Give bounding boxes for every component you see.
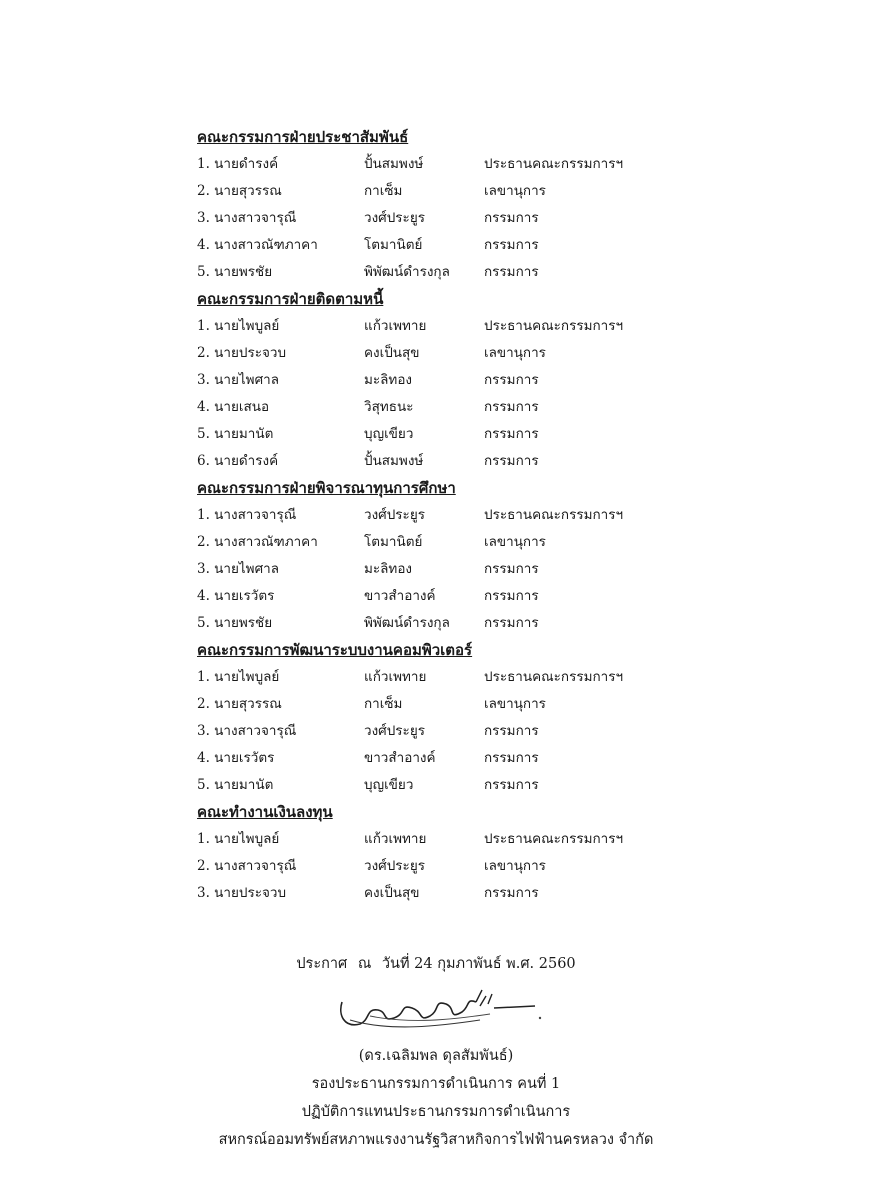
member-surname: ปั้นสมพงษ์ xyxy=(364,453,424,469)
member-surname: พิพัฒน์ดำรงกุล xyxy=(364,264,450,280)
member-surname: วงศ์ประยูร xyxy=(364,210,425,226)
member-row xyxy=(197,151,757,178)
handwritten-signature xyxy=(330,980,550,1040)
member-name: 3. นางสาวจารุณี xyxy=(197,210,297,226)
announcement-line xyxy=(0,950,872,978)
member-name: 1. นายไพบูลย์ xyxy=(197,831,280,847)
member-role: ประธานคณะกรรมการฯ xyxy=(484,156,624,172)
member-surname: บุญเขียว xyxy=(364,426,414,442)
member-row xyxy=(197,691,757,718)
member-row xyxy=(197,178,757,205)
member-surname: แก้วเพทาย xyxy=(364,831,427,847)
member-row xyxy=(197,583,757,610)
member-surname: พิพัฒน์ดำรงกุล xyxy=(364,615,450,631)
member-name: 3. นายประจวบ xyxy=(197,885,287,901)
section-title: คณะกรรมการฝ่ายพิจารณาทุนการศึกษา xyxy=(197,479,456,497)
member-row xyxy=(197,421,757,448)
committee-section xyxy=(197,286,757,475)
announcement-prefix: ประกาศ xyxy=(296,956,348,972)
member-surname: คงเป็นสุข xyxy=(364,345,420,361)
member-surname: ขาวสำอางค์ xyxy=(364,750,436,766)
member-row xyxy=(197,664,757,691)
member-row xyxy=(197,826,757,853)
member-name: 1. นางสาวจารุณี xyxy=(197,507,297,523)
member-name: 4. นายเรวัตร xyxy=(197,750,275,766)
member-role: กรรมการ xyxy=(484,372,539,388)
signatory-name: (ดร.เฉลิมพล ดุลสัมพันธ์) xyxy=(358,1048,514,1064)
member-row xyxy=(197,556,757,583)
member-surname: วงศ์ประยูร xyxy=(364,723,425,739)
member-role: กรรมการ xyxy=(484,588,539,604)
member-surname: กาเซ็ม xyxy=(364,696,403,712)
member-row xyxy=(197,610,757,637)
member-row xyxy=(197,205,757,232)
member-role: กรรมการ xyxy=(484,399,539,415)
member-role: กรรมการ xyxy=(484,453,539,469)
member-name: 1. นายไพบูลย์ xyxy=(197,318,280,334)
committee-section xyxy=(197,124,757,286)
member-role: กรรมการ xyxy=(484,210,539,226)
member-surname: ขาวสำอางค์ xyxy=(364,588,436,604)
committee-section xyxy=(197,475,757,637)
member-surname: วงศ์ประยูร xyxy=(364,858,425,874)
member-name: 2. นางสาวณัฑภาคา xyxy=(197,534,318,550)
announcement-at: ณ xyxy=(357,956,372,972)
member-role: กรรมการ xyxy=(484,723,539,739)
member-row xyxy=(197,718,757,745)
member-surname: ปั้นสมพงษ์ xyxy=(364,156,424,172)
member-row xyxy=(197,880,757,907)
member-row xyxy=(197,394,757,421)
member-role: ประธานคณะกรรมการฯ xyxy=(484,318,624,334)
member-role: เลขานุการ xyxy=(484,858,546,874)
signatory-acting: ปฏิบัติการแทนประธานกรรมการดำเนินการ xyxy=(301,1104,571,1120)
member-name: 5. นายมานัต xyxy=(197,777,274,793)
member-surname: โตมานิตย์ xyxy=(364,534,423,550)
member-role: กรรมการ xyxy=(484,750,539,766)
member-row xyxy=(197,529,757,556)
member-row xyxy=(197,259,757,286)
member-name: 5. นายพรชัย xyxy=(197,264,273,280)
member-name: 3. นางสาวจารุณี xyxy=(197,723,297,739)
signatory-block xyxy=(0,1042,872,1154)
member-role: กรรมการ xyxy=(484,561,539,577)
member-name: 4. นายเสนอ xyxy=(197,399,270,415)
member-row xyxy=(197,448,757,475)
member-name: 2. นางสาวจารุณี xyxy=(197,858,297,874)
member-role: กรรมการ xyxy=(484,885,539,901)
committee-sections xyxy=(197,124,757,907)
member-name: 3. นายไพศาล xyxy=(197,561,280,577)
signatory-position: รองประธานกรรมการดำเนินการ คนที่ 1 xyxy=(311,1076,561,1092)
member-role: กรรมการ xyxy=(484,615,539,631)
member-surname: กาเซ็ม xyxy=(364,183,403,199)
section-title: คณะกรรมการฝ่ายประชาสัมพันธ์ xyxy=(197,128,409,146)
committee-section xyxy=(197,799,757,907)
member-surname: บุญเขียว xyxy=(364,777,414,793)
member-row xyxy=(197,232,757,259)
member-role: ประธานคณะกรรมการฯ xyxy=(484,831,624,847)
member-name: 6. นายดำรงค์ xyxy=(197,453,279,469)
member-name: 4. นางสาวณัฑภาคา xyxy=(197,237,318,253)
member-surname: แก้วเพทาย xyxy=(364,669,427,685)
member-surname: วงศ์ประยูร xyxy=(364,507,425,523)
member-role: กรรมการ xyxy=(484,264,539,280)
section-title: คณะกรรมการพัฒนาระบบงานคอมพิวเตอร์ xyxy=(197,641,473,659)
section-title: คณะกรรมการฝ่ายติดตามหนี้ xyxy=(197,290,384,308)
member-surname: คงเป็นสุข xyxy=(364,885,420,901)
member-row xyxy=(197,772,757,799)
member-row xyxy=(197,313,757,340)
member-name: 5. นายพรชัย xyxy=(197,615,273,631)
member-name: 2. นายสุวรรณ xyxy=(197,183,282,199)
member-surname: โตมานิตย์ xyxy=(364,237,423,253)
member-role: เลขานุการ xyxy=(484,534,546,550)
signatory-organization: สหกรณ์ออมทรัพย์สหภาพแรงงานรัฐวิสาหกิจการไฟฟ้านครหลวง จำกัด xyxy=(218,1132,654,1148)
member-name: 2. นายสุวรรณ xyxy=(197,696,282,712)
member-surname: มะลิทอง xyxy=(364,561,413,577)
member-row xyxy=(197,340,757,367)
member-name: 3. นายไพศาล xyxy=(197,372,280,388)
section-title: คณะทำงานเงินลงทุน xyxy=(197,803,333,821)
member-name: 4. นายเรวัตร xyxy=(197,588,275,604)
member-role: กรรมการ xyxy=(484,237,539,253)
member-name: 2. นายประจวบ xyxy=(197,345,287,361)
member-row xyxy=(197,502,757,529)
member-row xyxy=(197,367,757,394)
member-role: ประธานคณะกรรมการฯ xyxy=(484,669,624,685)
committee-section xyxy=(197,637,757,799)
member-surname: แก้วเพทาย xyxy=(364,318,427,334)
member-role: ประธานคณะกรรมการฯ xyxy=(484,507,624,523)
member-name: 5. นายมานัต xyxy=(197,426,274,442)
member-role: เลขานุการ xyxy=(484,696,546,712)
announcement-date: วันที่ 24 กุมภาพันธ์ พ.ศ. 2560 xyxy=(381,956,576,972)
member-surname: วิสุทธนะ xyxy=(364,399,414,415)
member-role: เลขานุการ xyxy=(484,345,546,361)
member-name: 1. นายดำรงค์ xyxy=(197,156,279,172)
member-role: เลขานุการ xyxy=(484,183,546,199)
member-role: กรรมการ xyxy=(484,777,539,793)
member-row xyxy=(197,745,757,772)
member-surname: มะลิทอง xyxy=(364,372,413,388)
member-name: 1. นายไพบูลย์ xyxy=(197,669,280,685)
member-role: กรรมการ xyxy=(484,426,539,442)
member-row xyxy=(197,853,757,880)
